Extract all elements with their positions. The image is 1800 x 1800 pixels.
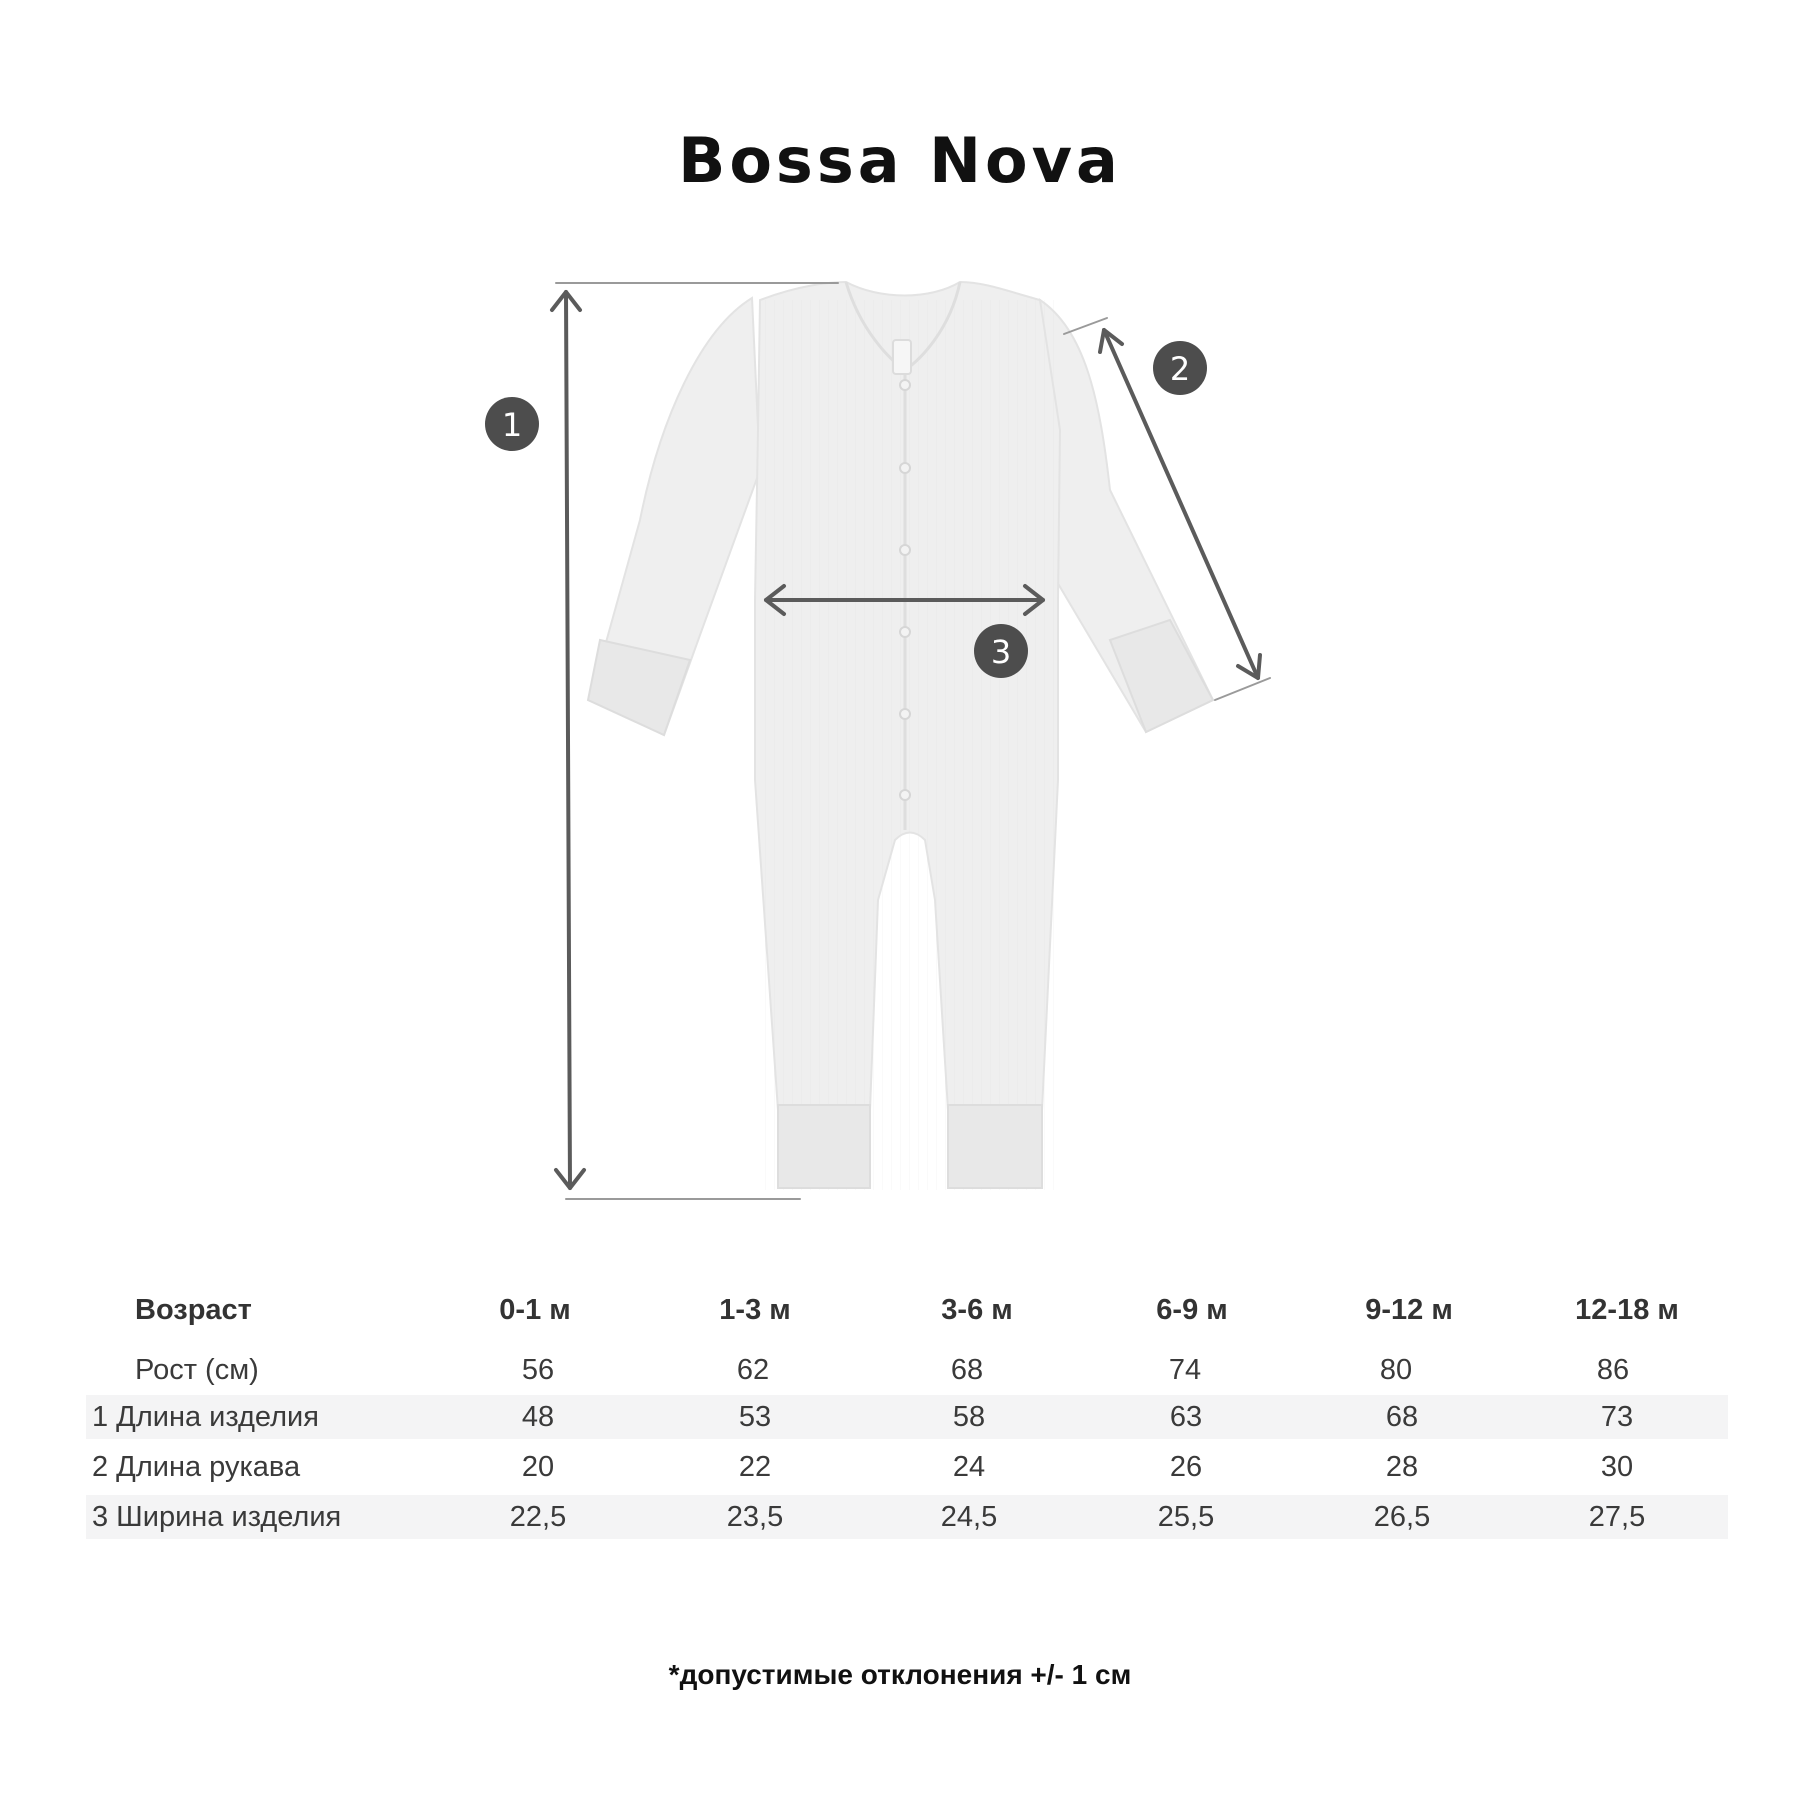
- header-cell: 1-3 м: [719, 1294, 791, 1326]
- table-cell: 25,5: [1157, 1501, 1215, 1533]
- table-header-row: [86, 1285, 1728, 1335]
- row-label: 2 Длина рукава: [92, 1451, 301, 1483]
- table-cell: 26,5: [1373, 1501, 1431, 1533]
- header-cell: 6-9 м: [1156, 1294, 1228, 1326]
- svg-text:1: 1: [501, 406, 523, 444]
- sleepsuit-illustration: [588, 282, 1213, 1190]
- table-cell: 73: [1600, 1401, 1634, 1433]
- table-cell: 48: [521, 1401, 555, 1433]
- table-cell: 68: [1385, 1401, 1419, 1433]
- header-cell: 3-6 м: [941, 1294, 1013, 1326]
- table-cell: 74: [1168, 1354, 1202, 1386]
- svg-text:2: 2: [1169, 350, 1191, 388]
- table-cell: 28: [1385, 1451, 1419, 1483]
- svg-text:3: 3: [990, 633, 1012, 671]
- header-cell: 12-18 м: [1575, 1294, 1679, 1326]
- table-row: [86, 1345, 1728, 1395]
- tolerance-footnote: *допустимые отклонения +/- 1 см: [668, 1659, 1132, 1690]
- table-cell: 58: [952, 1401, 986, 1433]
- table-cell: 23,5: [726, 1501, 784, 1533]
- marker-3-badge: [974, 624, 1028, 678]
- table-cell: 62: [736, 1354, 770, 1386]
- size-table: [86, 1285, 1728, 1539]
- table-cell: 27,5: [1588, 1501, 1646, 1533]
- table-cell: 26: [1169, 1451, 1203, 1483]
- table-cell: 30: [1600, 1451, 1634, 1483]
- brand-title: Bossa Nova: [678, 124, 1122, 197]
- table-cell: 24,5: [940, 1501, 998, 1533]
- header-cell: 9-12 м: [1365, 1294, 1453, 1326]
- header-cell: 0-1 м: [499, 1294, 571, 1326]
- table-cell: 53: [738, 1401, 772, 1433]
- table-cell: 22,5: [509, 1501, 567, 1533]
- row-label: 1 Длина изделия: [92, 1401, 319, 1433]
- table-cell: 63: [1169, 1401, 1203, 1433]
- table-cell: 22: [738, 1451, 772, 1483]
- header-label: Возраст: [135, 1294, 252, 1326]
- table-cell: 68: [950, 1354, 984, 1386]
- table-row: [86, 1395, 1728, 1439]
- marker-2-badge: [1153, 341, 1207, 395]
- table-cell: 56: [521, 1354, 555, 1386]
- row-label: Рост (см): [135, 1354, 259, 1386]
- marker-1-badge: [485, 397, 539, 451]
- table-cell: 80: [1379, 1354, 1413, 1386]
- table-row: [86, 1439, 1728, 1495]
- table-row: [86, 1495, 1728, 1539]
- table-cell: 24: [952, 1451, 986, 1483]
- table-cell: 20: [521, 1451, 555, 1483]
- table-cell: 86: [1596, 1354, 1630, 1386]
- row-label: 3 Ширина изделия: [92, 1501, 342, 1533]
